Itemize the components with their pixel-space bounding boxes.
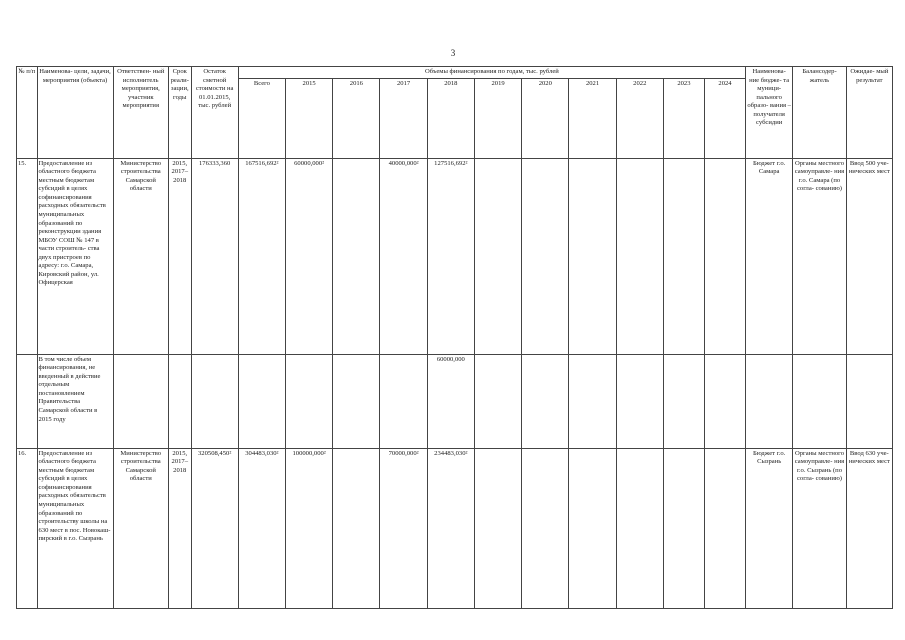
row-holder: Органы местного самоуправле- ния г.о. Самара (по согла- сованию) [793, 158, 846, 354]
header-name: Наименова- цели, задачи, мероприятия (объекта) [37, 67, 113, 159]
row-2020 [522, 448, 569, 608]
row-2017 [380, 354, 427, 448]
row-holder [793, 354, 846, 448]
row-total: 167516,692² [238, 158, 285, 354]
row-2015: 60000,000² [286, 158, 333, 354]
header-year-2017: 2017 [380, 78, 427, 158]
header-year-2016: 2016 [333, 78, 380, 158]
row-2021 [569, 448, 616, 608]
row-total [238, 354, 285, 448]
page-number: 3 [450, 48, 456, 58]
row-total: 304483,030² [238, 448, 285, 608]
row-2015 [286, 354, 333, 448]
row-2023 [663, 354, 704, 448]
row-2024 [704, 448, 745, 608]
header-year-2020: 2020 [522, 78, 569, 158]
row-2020 [522, 354, 569, 448]
row-num: 15. [17, 158, 38, 354]
row-2018: 127516,692² [427, 158, 474, 354]
header-year-2015: 2015 [286, 78, 333, 158]
row-2023 [663, 158, 704, 354]
row-term: 2015, 2017– 2018 [168, 448, 191, 608]
row-2018: 60000,000 [427, 354, 474, 448]
row-responsible: Министерство строительства Самарской области [113, 158, 168, 354]
row-2019 [474, 448, 521, 608]
row-2015: 100000,000² [286, 448, 333, 608]
row-2016 [333, 448, 380, 608]
row-result: Ввод 630 уче- нических мест [846, 448, 892, 608]
row-2022 [616, 158, 663, 354]
row-2017: 70000,000² [380, 448, 427, 608]
row-2024 [704, 354, 745, 448]
table-row [17, 448, 893, 608]
row-2019 [474, 354, 521, 448]
header-holder: Балансодер- жатель [793, 67, 846, 159]
row-2016 [333, 354, 380, 448]
row-term: 2015, 2017– 2018 [168, 158, 191, 354]
row-municipal-budget: Бюджет г.о. Самара [746, 158, 793, 354]
row-num: 16. [17, 448, 38, 608]
header-year-2018: 2018 [427, 78, 474, 158]
row-2016 [333, 158, 380, 354]
row-name: В том числе объем финансирования, не введенный в действие отдельным постановлением Правительства Самарской области в 2015 году [37, 354, 113, 448]
header-remainder: Остаток сметной стоимости на 01.01.2015, тыс. рублей [191, 67, 238, 159]
header-year-2021: 2021 [569, 78, 616, 158]
header-volumes: Объемы финансирования по годам, тыс. рублей [238, 67, 745, 79]
row-name: Предоставление из областного бюджета местным бюджетам субсидий в целях софинансирования расходных обязательств муниципальных образований по реконструкции здания МБОУ СОШ № 147 в части строитель- ства двух пристроев по адресу: г.о. Самара, Кировский район, ул. Офицерская [37, 158, 113, 354]
row-2021 [569, 354, 616, 448]
row-result [846, 354, 892, 448]
row-2022 [616, 354, 663, 448]
row-remainder: 320508,450² [191, 448, 238, 608]
header-result: Ожидае- мый результат [846, 67, 892, 159]
row-name: Предоставление из областного бюджета местным бюджетам субсидий в целях софинансирования расходных обязательств муниципальных образований по строительству школы на 630 мест в пос. Новокаш- пирский в г.о. Сызрань [37, 448, 113, 608]
row-2018: 234483,030² [427, 448, 474, 608]
row-result: Ввод 500 уче- нических мест [846, 158, 892, 354]
header-year-2022: 2022 [616, 78, 663, 158]
row-2017: 40000,000² [380, 158, 427, 354]
header-num: № п/п [17, 67, 38, 159]
row-holder: Органы местного самоуправле- ния г.о. Сызрань (по согла- сованию) [793, 448, 846, 608]
row-2022 [616, 448, 663, 608]
table-row [17, 158, 893, 354]
row-remainder: 176333,360 [191, 158, 238, 354]
row-responsible: Министерство строительства Самарской области [113, 448, 168, 608]
row-2021 [569, 158, 616, 354]
header-year-2023: 2023 [663, 78, 704, 158]
row-2020 [522, 158, 569, 354]
header-row-1 [17, 67, 893, 79]
table-row [17, 354, 893, 448]
header-year-total: Всего [238, 78, 285, 158]
header-municipal-budget: Наименова- ние бюдже- та муници- пального образо- вания – получателя субсидии [746, 67, 793, 159]
header-year-2024: 2024 [704, 78, 745, 158]
row-2023 [663, 448, 704, 608]
header-year-2019: 2019 [474, 78, 521, 158]
row-term [168, 354, 191, 448]
header-term: Срок реали- зации, годы [168, 67, 191, 159]
row-remainder [191, 354, 238, 448]
row-2019 [474, 158, 521, 354]
header-responsible: Ответствен- ный исполнитель мероприятия, участник мероприятия [113, 67, 168, 159]
row-municipal-budget: Бюджет г.о. Сызрань [746, 448, 793, 608]
row-2024 [704, 158, 745, 354]
row-responsible [113, 354, 168, 448]
financing-table [16, 66, 893, 609]
row-num [17, 354, 38, 448]
row-municipal-budget [746, 354, 793, 448]
